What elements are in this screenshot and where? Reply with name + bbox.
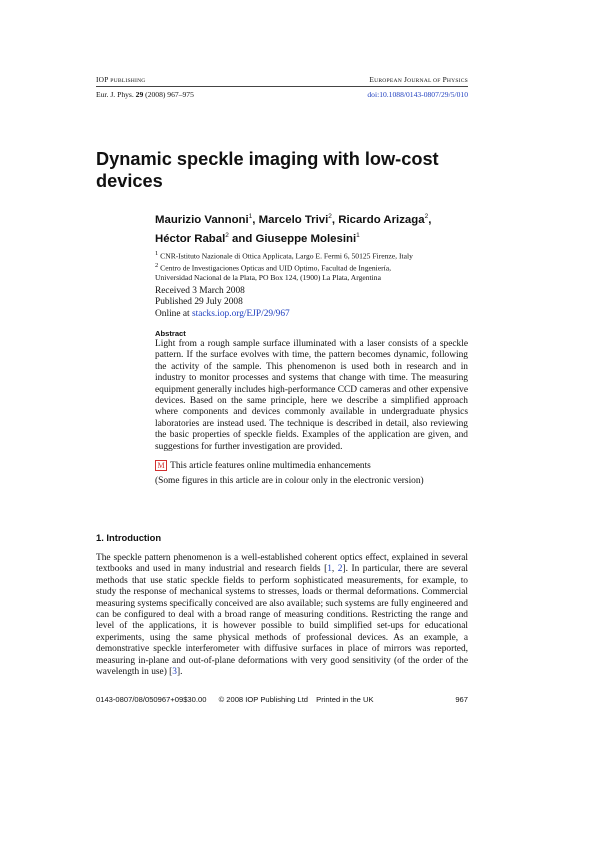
aff-sup: 1	[155, 250, 159, 257]
journal-part-1: UROPEAN	[374, 78, 402, 84]
online-link[interactable]: stacks.iop.org/EJP/29/967	[191, 308, 290, 319]
multimedia-note	[155, 460, 371, 471]
author-rabal: Héctor Rabal	[155, 232, 226, 245]
author-molesini: Giuseppe Molesini	[255, 232, 357, 245]
citation-ref-1[interactable]: 1	[327, 564, 332, 575]
affiliation-2	[155, 261, 475, 273]
author-line-2	[155, 228, 475, 247]
author-sep: ,	[331, 213, 339, 226]
intro-text-1: The speckle pattern phenomenon is a well-established coherent optics effect, explained in several textbooks and used in many industrial and research fields [	[96, 553, 468, 575]
author-sup: 1	[356, 231, 360, 239]
author-list	[155, 209, 475, 247]
journal-part-3: HYSICS	[446, 78, 468, 84]
citation	[96, 90, 194, 99]
intro-text-2: ,	[331, 564, 338, 575]
header-rule	[96, 86, 468, 87]
multimedia-icon[interactable]: M	[155, 460, 167, 471]
received-date: Received 3 March 2008	[155, 286, 245, 296]
affiliations	[155, 249, 475, 283]
aff-sup: 2	[155, 262, 159, 270]
journal-letter-e: E	[369, 75, 375, 84]
intro-text-4: ].	[176, 667, 183, 678]
author-sup: 1	[248, 213, 253, 220]
author-sup: 2	[225, 231, 229, 239]
author-sup: 2	[424, 213, 429, 220]
intro-text-3: ]. In particular, there are several methods that use static speckle fields to perform sophisticated measurements, for example, to study the response of mechanical systems to stresses, loads or thermal deformations. Commercial measuring systems specifically conceived are also available; such systems are fully engineered and can be configured to deal with a broad range of measuring conditions. Restricting the range and level of the applications, it is however possible to build simplified set-ups for educational experiments, using the same physical methods of professional devices. As an example, a demonstrative speckle interferometer with diffusive surfaces in place of mirrors was reported, measuring in-plane and out-of-plane deformations with very good sensitivity (of the order of the wavelength in use) [	[96, 564, 468, 678]
article-title	[96, 148, 496, 192]
journal-part-2: OURNAL OF	[407, 78, 441, 84]
journal-letter-p: P	[440, 75, 447, 84]
author-sep: ,	[428, 213, 432, 226]
footer-issn: 0143-0807/08/050967+09$30.00	[96, 695, 207, 704]
abstract-heading: Abstract	[155, 329, 186, 338]
footer-copyright: © 2008 IOP Publishing Ltd	[218, 695, 309, 704]
colour-note: (Some figures in this article are in colour only in the electronic version)	[155, 476, 424, 486]
citation-ref-2[interactable]: 2	[337, 564, 343, 575]
article-dates	[155, 286, 290, 320]
citation-pages: (2008) 967–975	[143, 90, 194, 99]
title-line-1: Dynamic speckle imaging with low-cost	[96, 149, 439, 169]
publisher-first: IOP	[96, 75, 109, 84]
online-at	[155, 309, 290, 320]
author-sup: 2	[328, 213, 332, 220]
citation-volume: 29	[135, 90, 144, 99]
aff-text: Centro de Investigaciones Opticas and UID Optimo, Facultad de Ingeniería,	[158, 263, 392, 273]
author-sep: and	[228, 232, 256, 245]
author-arizaga: Ricardo Arizaga	[338, 213, 425, 226]
publisher-rest: PUBLISHING	[110, 78, 146, 84]
author-line-1	[155, 209, 475, 228]
citation-journal: Eur. J. Phys.	[96, 90, 136, 99]
page-number: 967	[455, 695, 468, 704]
author-vannoni: Maurizio Vannoni	[155, 213, 249, 226]
footer-printed: Printed in the UK	[316, 695, 374, 704]
author-trivi: Marcelo Trivi	[258, 213, 329, 226]
journal-letter-j: J	[401, 75, 408, 84]
published-date: Published 29 July 2008	[155, 297, 243, 308]
online-prefix: Online at	[155, 308, 192, 319]
citation-ref-3[interactable]: 3	[172, 667, 177, 678]
affiliation-2-line-2: Universidad Nacional de la Plata, PO Box 124, (1900) La Plata, Argentina	[155, 273, 381, 283]
abstract-text: Light from a rough sample surface illuminated with a laser consists of a speckle pattern. If the surface evolves with time, the pattern becomes dynamic, following the activity of the sample. This phenomenon is used both in research and in industry to monitor processes and systems that change with time. The measuring equipment generally includes high-performance CCD cameras and other expensive devices. Based on the same principle, here we describe a simplified approach where components and devices commonly available in undergraduate physics laboratories are instead used. The technique is described in detail, also reviewing the basic properties of speckle fields. Examples of the application are given, and suggestions for further investigation are provided.	[155, 339, 468, 452]
aff-text: CNR-Istituto Nazionale di Ottica Applicata, Largo E. Fermi 6, 50125 Firenze, Italy	[158, 251, 413, 261]
journal-name	[369, 75, 468, 84]
section-heading-introduction: 1. Introduction	[96, 532, 162, 543]
doi-link[interactable]: doi:10.1088/0143-0807/29/5/010	[367, 90, 468, 99]
affiliation-1	[155, 249, 475, 261]
introduction-paragraph	[96, 553, 468, 678]
publisher-name	[96, 75, 146, 84]
page-footer	[96, 695, 374, 704]
multimedia-text: This article features online multimedia enhancements	[170, 461, 371, 471]
title-line-2: devices	[96, 171, 163, 191]
author-sep: ,	[252, 213, 259, 226]
